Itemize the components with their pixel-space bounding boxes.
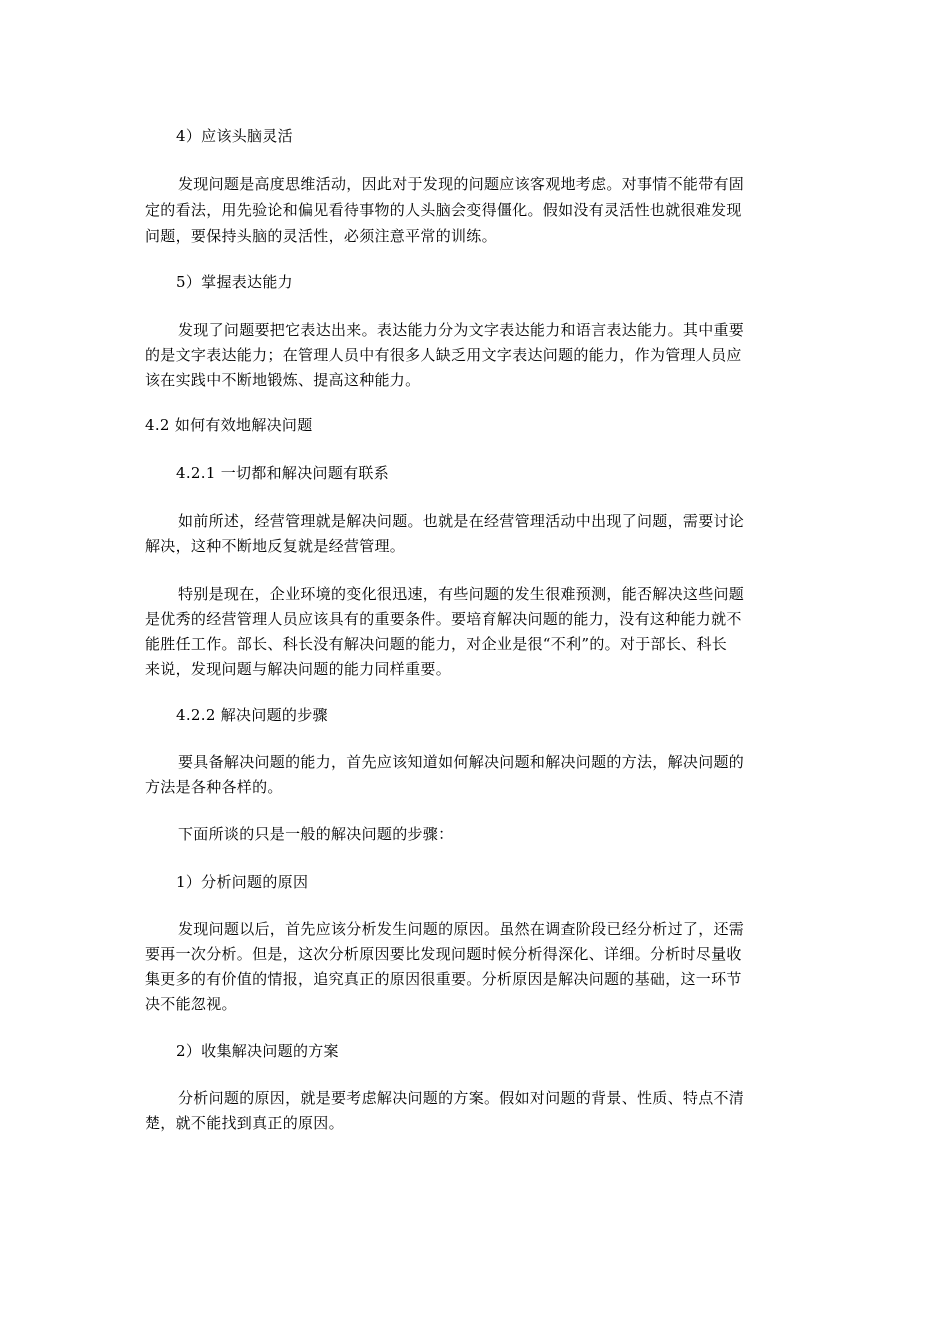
paragraph-line: 定的看法，用先验论和偏见看待事物的人头脑会变得僵化。假如没有灵活性也就很难发现	[145, 201, 742, 219]
paragraph-line: 能胜任工作。部长、科长没有解决问题的能力，对企业是很“不利”的。对于部长、科长	[145, 635, 728, 653]
paragraph-line: 如前所述，经营管理就是解决问题。也就是在经营管理活动中出现了问题，需要讨论	[178, 512, 745, 530]
section-heading-4-2-2: 4.2.2 解决问题的步骤	[176, 706, 328, 724]
paragraph-line: 该在实践中不断地锻炼、提高这种能力。	[145, 371, 421, 389]
paragraph-line: 方法是各种各样的。	[145, 778, 283, 796]
paragraph-line: 下面所谈的只是一般的解决问题的步骤：	[178, 825, 454, 843]
paragraph-line: 要具备解决问题的能力，首先应该知道如何解决问题和解决问题的方法，解决问题的	[178, 753, 745, 771]
section-heading-4-2-1: 4.2.1 一切都和解决问题有联系	[176, 464, 390, 482]
paragraph-line: 楚，就不能找到真正的原因。	[145, 1114, 344, 1132]
paragraph-line: 分析问题的原因，就是要考虑解决问题的方案。假如对问题的背景、性质、特点不清	[178, 1089, 745, 1107]
paragraph-line: 发现问题以后，首先应该分析发生问题的原因。虽然在调查阶段已经分析过了，还需	[178, 920, 745, 938]
paragraph-line: 决不能忽视。	[145, 995, 237, 1013]
paragraph-line: 要再一次分析。但是，这次分析原因要比发现问题时候分析得深化、详细。分析时尽量收	[145, 945, 742, 963]
paragraph-line: 集更多的有价值的情报，追究真正的原因很重要。分析原因是解决问题的基础，这一环节	[145, 970, 742, 988]
heading-step-2: 2）收集解决问题的方案	[176, 1042, 339, 1060]
paragraph-line: 发现了问题要把它表达出来。表达能力分为文字表达能力和语言表达能力。其中重要	[178, 321, 745, 339]
heading-item-5: 5）掌握表达能力	[176, 273, 293, 291]
paragraph-line: 问题，要保持头脑的灵活性，必须注意平常的训练。	[145, 227, 497, 245]
paragraph-line: 是优秀的经营管理人员应该具有的重要条件。要培育解决问题的能力，没有这种能力就不	[145, 610, 742, 628]
paragraph-line: 的是文字表达能力；在管理人员中有很多人缺乏用文字表达问题的能力，作为管理人员应	[145, 346, 742, 364]
heading-item-4: 4）应该头脑灵活	[176, 127, 293, 145]
paragraph-line: 发现问题是高度思维活动，因此对于发现的问题应该客观地考虑。对事情不能带有固	[178, 175, 745, 193]
paragraph-line: 来说，发现问题与解决问题的能力同样重要。	[145, 660, 452, 678]
heading-step-1: 1）分析问题的原因	[176, 873, 309, 891]
section-heading-4-2: 4.2 如何有效地解决问题	[145, 416, 313, 434]
paragraph-line: 特别是现在，企业环境的变化很迅速，有些问题的发生很难预测，能否解决这些问题	[178, 585, 745, 603]
paragraph-line: 解决，这种不断地反复就是经营管理。	[145, 537, 406, 555]
